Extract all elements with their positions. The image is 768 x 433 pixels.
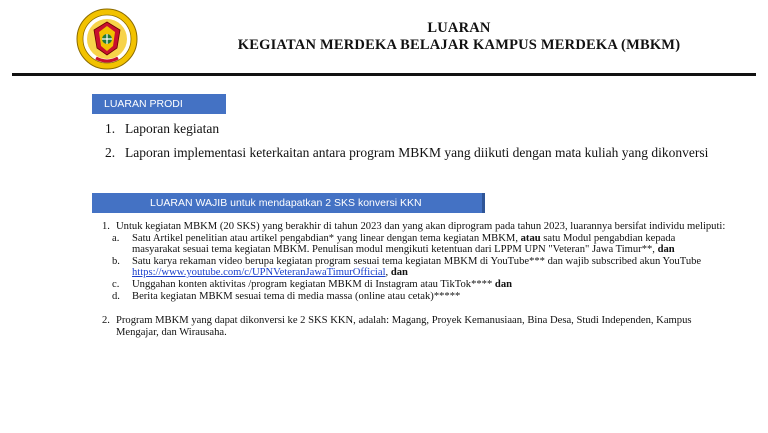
luaran-prodi-list xyxy=(105,120,715,168)
sub-text-2: , xyxy=(385,267,389,279)
header-divider xyxy=(12,73,756,76)
list-item-text: Laporan kegiatan xyxy=(125,121,220,136)
sub-item-c xyxy=(102,279,726,291)
sub-text: Satu Artikel penelitian atau artikel pengabdian* yang linear dengan tema kegiatan MBKM, xyxy=(132,232,518,244)
paragraph-1 xyxy=(102,221,726,233)
paragraph-text: Untuk kegiatan MBKM (20 SKS) yang berakhir di tahun 2023 dan yang akan diprogram pada tahun 2023, luarannya bersifat individu meliputi: xyxy=(116,221,726,232)
sub-item-d xyxy=(102,291,726,303)
sub-bold: atau xyxy=(517,232,541,244)
page-title-line2: KEGIATAN MERDEKA BELAJAR KAMPUS MERDEKA (MBKM) xyxy=(237,37,681,53)
paragraph-2 xyxy=(102,315,726,338)
sub-letter: a. xyxy=(112,232,120,244)
paragraph-number: 2. xyxy=(102,315,110,327)
sub-item-a xyxy=(102,233,726,256)
luaran-wajib-content xyxy=(102,221,726,338)
paragraph-text: Program MBKM yang dapat dikonversi ke 2 SKS KKN, adalah: Magang, Proyek Kemanusiaan, Bina Desa, Studi Independen, Kampus Mengajar, dan Wirausaha. xyxy=(116,315,692,338)
list-item xyxy=(105,144,715,161)
luaran-wajib-badge: LUARAN WAJIB untuk mendapatkan 2 SKS konversi KKN xyxy=(92,193,482,213)
sub-letter: c. xyxy=(112,278,120,290)
sub-text: Unggahan konten aktivitas /program kegiatan MBKM di Instagram atau TikTok**** xyxy=(132,278,493,290)
youtube-channel-link[interactable]: https://www.youtube.com/c/UPNVeteranJawaTimurOfficial xyxy=(132,267,386,279)
list-item-text: Laporan implementasi keterkaitan antara program MBKM yang diikuti dengan mata kuliah yang dikonversi xyxy=(125,145,709,160)
list-number: 2. xyxy=(105,145,116,160)
sub-bold-2: dan xyxy=(492,278,513,290)
page-title-line1: LUARAN xyxy=(427,20,491,36)
sub-item-b xyxy=(102,256,726,279)
sub-text: Berita kegiatan MBKM sesuai tema di media massa (online atau cetak)***** xyxy=(132,290,461,302)
sub-text: Satu karya rekaman video berupa kegiatan program sesuai tema kegiatan MBKM di YouTube*** dan wajib subscribed akun YouTube xyxy=(132,255,702,267)
list-number: 1. xyxy=(105,121,116,136)
sub-letter: d. xyxy=(112,290,120,302)
paragraph-number: 1. xyxy=(102,221,110,232)
sub-bold-2: dan xyxy=(388,267,408,279)
sub-text-2: satu Modul pengabdian kepada masyarakat sesuai tema kegiatan MBKM. Penulisan modul mengikuti ketentuan dari LPPM UPN "Veteran" Jawa Timur**, xyxy=(132,232,676,256)
sub-letter: b. xyxy=(112,255,120,267)
sub-bold-2: dan xyxy=(654,244,675,256)
upn-veteran-jawa-timur-seal-icon xyxy=(76,8,138,70)
luaran-prodi-badge: LUARAN PRODI xyxy=(92,94,226,114)
list-item xyxy=(105,120,715,137)
